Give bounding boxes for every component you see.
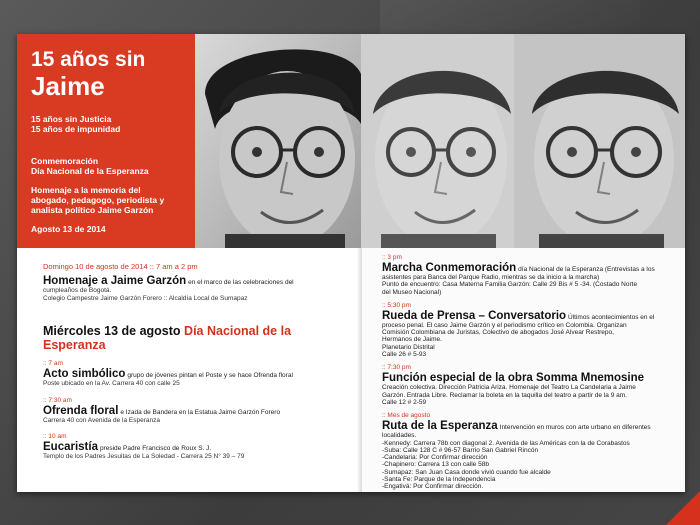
event-line: Hermanos de Jaime. (382, 336, 442, 344)
event-eucaristia (43, 433, 345, 461)
event-desc: Poste ubicado en la Av. Carrera 40 con calle 25 (43, 380, 180, 387)
event-line: -Chapinero: Carrera 13 con calle 58b (382, 461, 489, 469)
title-line-2: Jaime (31, 71, 105, 101)
event-desc: Templo de los Padres Jesuitas de La Soledad - Carrera 25 N° 39 – 79 (43, 453, 245, 460)
event-time: :: 7 am (43, 360, 63, 367)
sunday-event-line-3: Colegio Campestre Jaime Garzón Forero :: Alcaldía Local de Sumapaz (43, 294, 248, 302)
event-marcha (382, 254, 673, 296)
dia-esperanza-label: Día Nacional de la Esperanza (31, 166, 149, 176)
program-right-column (361, 248, 685, 492)
event-title: Ruta de la Esperanza (382, 420, 498, 433)
event-inline: día Nacional de la Esperanza (Entrevistas a los (518, 266, 655, 273)
event-acto-simbolico (43, 360, 345, 388)
event-line: -Sumapaz: San Juan Casa donde vivió cuando fue alcalde (382, 468, 551, 476)
event-line: Punto de encuentro: Casa Materna Familia Garzón: Calle 29 Bis # 5 -34. (Costado Norte (382, 281, 638, 289)
event-funcion-especial (382, 364, 673, 406)
event-line: Creación colectiva. Dirección Patricia Ariza. Homenaje del Teatro La Candelaria a Jaime (382, 384, 636, 392)
event-inline: e Izada de Bandera en la Estatua Jaime Garzón Forero (120, 408, 281, 416)
event-time: :: 7:30 pm (382, 364, 411, 372)
event-inline: grupo de jóvenes pintan el Poste y se hace Ofrenda floral (127, 372, 293, 379)
event-line: del Museo Nacional) (382, 288, 442, 296)
event-desc: Carrera 40 con Avenida de la Esperanza (43, 416, 160, 424)
homenaje-line-2: abogado, pedagogo, periodista y (31, 195, 165, 205)
flyer-header (17, 34, 685, 248)
event-inline: Últimos acontecimientos en el (568, 313, 655, 321)
event-line: Planetario Distrital (382, 343, 435, 351)
event-line: -Suba: Calle 128 C # 96-57 Barrio San Gabriel Rincón (382, 446, 539, 454)
event-line: -Engativá: Por Confirmar dirección. (382, 483, 484, 491)
event-inline: Intervención en muros con arte urbano en diferentes (499, 424, 651, 432)
event-title: Rueda de Prensa – Conversatorio (382, 309, 567, 322)
wednesday-highlight: Día Nacional de la Esperanza (43, 324, 292, 352)
event-time: :: 10 am (43, 433, 67, 440)
portrait-photo-1 (195, 34, 361, 248)
event-line: -Kennedy: Carrera 78b con diagonal 2. Avenida de las Américas con la de Corabastos (382, 439, 630, 447)
sunday-event-inline: en el marco de las celebraciones del (188, 279, 294, 286)
event-time: :: 7:30 am (43, 396, 72, 404)
event-line: asistentes para Banca del Parque Radio, mientras se da inicio a la marcha) (382, 274, 600, 281)
event-line: localidades. (382, 432, 417, 440)
title-line-1: 15 años sin (31, 48, 146, 71)
event-title: Acto simbólico (43, 368, 126, 380)
event-title: Marcha Conmemoración (382, 262, 517, 274)
event-line: proceso penal. El caso Jaime Garzón y el periodismo crítico en Colombia. Organizan (382, 321, 627, 329)
flyer-document (17, 34, 685, 492)
corner-accent (666, 491, 700, 525)
subtitle-justicia: 15 años sin Justicia (31, 114, 112, 124)
event-title: Función especial de la obra Somma Mnemosine (382, 372, 645, 385)
wednesday-heading (43, 324, 345, 352)
event-time: :: 3 pm (382, 254, 402, 261)
event-ofrenda-floral (43, 397, 345, 425)
event-line: Comisión Colombiana de Juristas, Colectivo de abogados José Alvear Restrepo, (382, 329, 614, 337)
homenaje-line-3: analista político Jaime Garzón (31, 205, 154, 215)
sunday-event-title: Homenaje a Jaime Garzón (43, 275, 187, 287)
event-line: Garzón. Entrada Libre. Reclamar la boleta en la taquilla del teatro a partir de la 9 am. (382, 391, 627, 399)
event-date: Agosto 13 de 2014 (31, 224, 106, 234)
portrait-photo-2 (361, 34, 514, 248)
event-line: -Candelaria: Por Confirmar dirección (382, 454, 488, 462)
sunday-event-line-2: cumpleaños de Bogotá. (43, 287, 112, 294)
homenaje-line-1: Homenaje a la memoria del (31, 185, 141, 195)
event-time: :: 5:30 pm (382, 301, 411, 309)
event-inline: preside Padre Francisco de Roux S. J. (99, 445, 212, 452)
event-title: Ofrenda floral (43, 404, 119, 417)
subtitle-impunidad: 15 años de impunidad (31, 124, 121, 134)
event-line: -Santa Fe: Parque de la Independencia (382, 476, 496, 484)
event-title: Eucaristía (43, 441, 98, 453)
event-line: Calle 26 # 5-93 (382, 351, 427, 359)
portrait-photo-3 (514, 34, 685, 248)
sunday-time: Domingo 10 de agosto de 2014 :: 7 am a 2 pm (43, 262, 198, 271)
conmemoracion-label: Conmemoración (31, 156, 99, 166)
event-ruta-esperanza (382, 412, 673, 490)
program-left-column (17, 248, 361, 492)
event-time: :: Mes de agosto (382, 412, 431, 420)
wednesday-day: Miércoles 13 de agosto (43, 324, 181, 338)
event-line: Calle 12 # 2-59 (382, 398, 427, 406)
sunday-event (43, 275, 345, 287)
event-rueda-prensa (382, 302, 673, 358)
title-panel (17, 34, 195, 248)
